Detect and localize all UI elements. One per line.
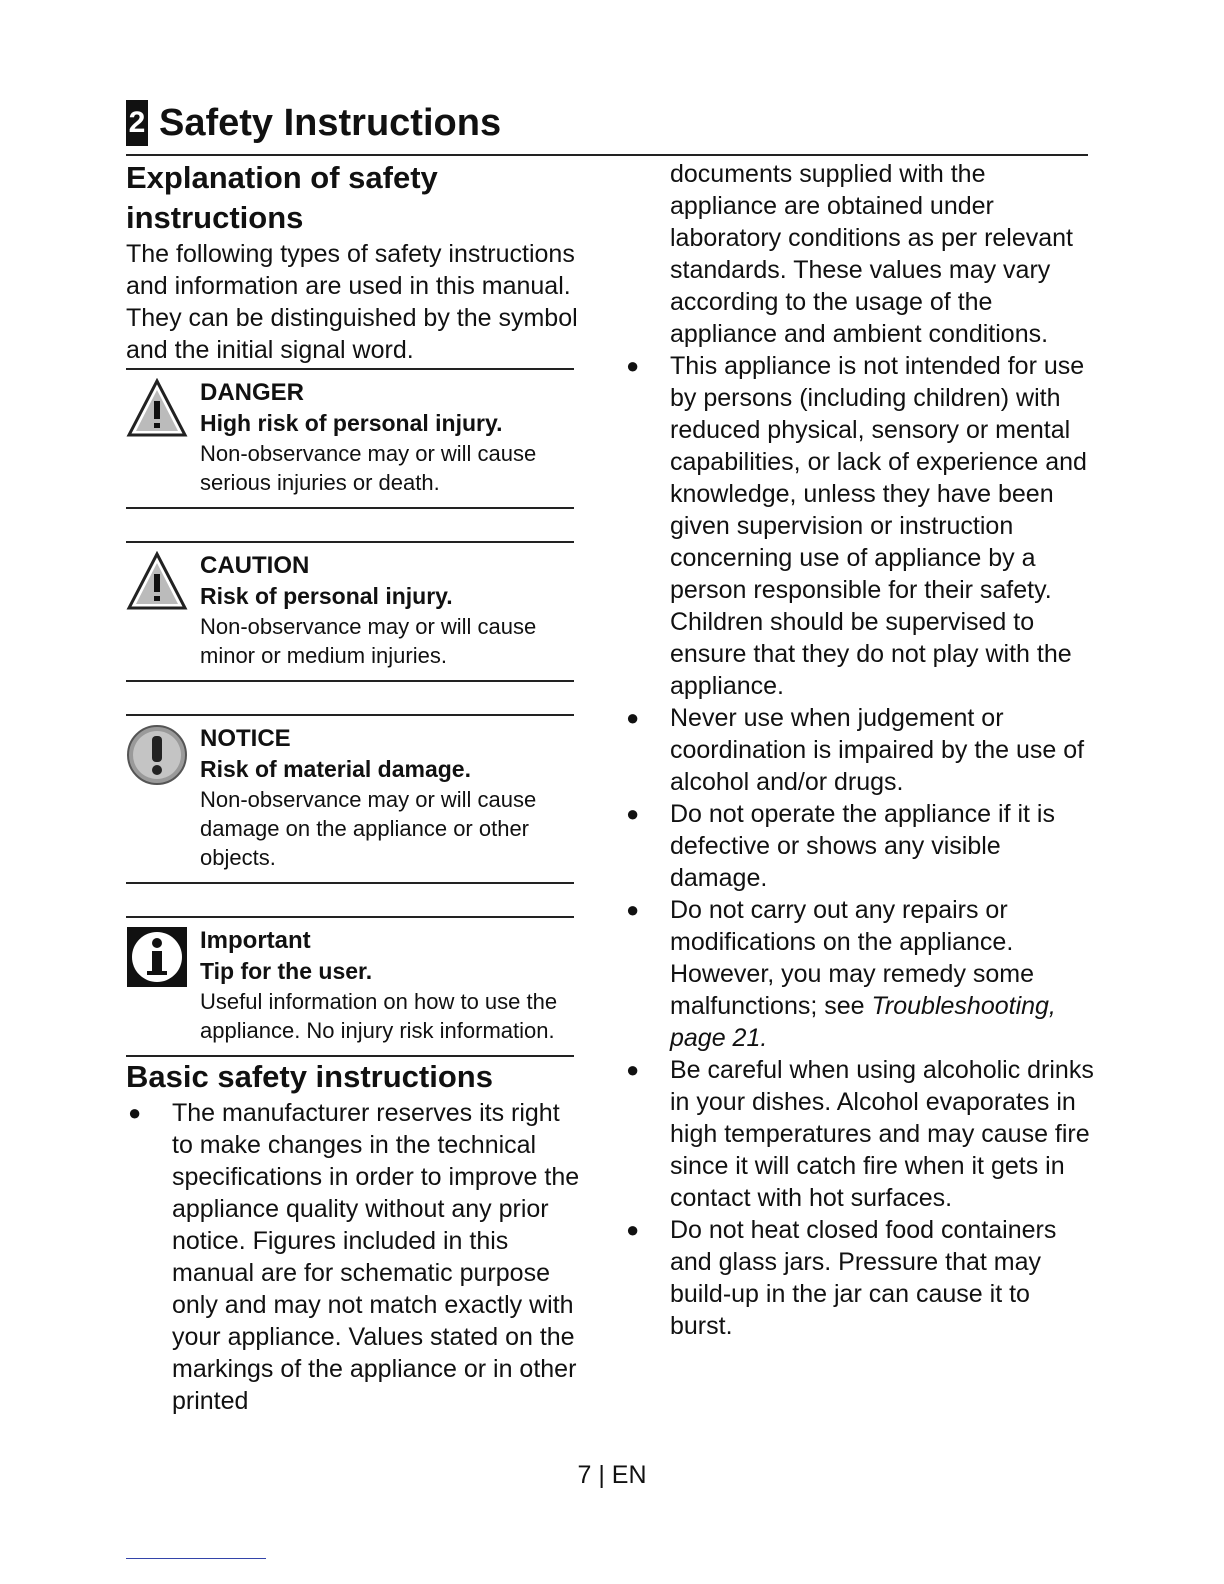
explanation-intro: The following types of safety instructions and information are used in this manual. They can be distinguished by the symbol and the initial signal word.: [126, 240, 578, 364]
bullet-dot: ●: [626, 1217, 640, 1242]
notice-text: Non-observance may or will cause damage on the appliance or other objects.: [200, 787, 537, 870]
explanation-title: Explanation of safety instructions: [126, 160, 438, 235]
info-icon: [126, 926, 188, 988]
warning-triangle-icon: [126, 551, 188, 613]
list-item: [624, 702, 1094, 798]
bullet-dot: ●: [626, 353, 640, 378]
notice-box: [126, 714, 574, 884]
list-item: [624, 798, 1094, 894]
caution-word: CAUTION: [200, 552, 310, 579]
bullet-text: Do not heat closed food containers and glass jars. Pressure that may build-up in the jar can cause it to burst.: [670, 1216, 1057, 1340]
left-column: [126, 158, 586, 1417]
list-item: [624, 350, 1094, 702]
bullet-text: Never use when judgement or coordination is impaired by the use of alcohol and/or drugs.: [670, 704, 1085, 796]
exclamation-circle-icon: [126, 724, 188, 786]
bullet-text: The manufacturer reserves its right to make changes in the technical specifications in order to improve the appliance quality without any prior notice. Figures included in this manual are for schematic purpose only and may not match exactly with your appliance. Values stated on the markings of the appliance or in other printed: [172, 1099, 580, 1415]
troubleshooting-reference: Troubleshooting, page 21: [670, 992, 1056, 1052]
list-item: [624, 894, 1094, 1054]
important-text: Useful information on how to use the appliance. No injury risk information.: [200, 989, 558, 1043]
notice-word: NOTICE: [200, 725, 291, 752]
list-item: [624, 1054, 1094, 1214]
danger-subtitle: High risk of personal injury.: [200, 410, 503, 436]
chapter-number: 2: [126, 100, 148, 146]
bullet-note: Children should be supervised to ensure that they do not play with the appliance.: [670, 608, 1072, 700]
right-column: [624, 158, 1094, 1342]
bullet-text: Do not carry out any repairs or modifications on the appliance. However, you may remedy some malfunctions; see: [670, 896, 1035, 1020]
list-item: [624, 1214, 1094, 1342]
bullet-dot: ●: [626, 1057, 640, 1082]
warning-triangle-icon: [126, 378, 188, 440]
bullet-dot: ●: [626, 705, 640, 730]
basic-bullet-list: [126, 1097, 586, 1417]
footer-divider: [126, 1558, 266, 1559]
basic-title: Basic safety instructions: [126, 1059, 493, 1094]
caution-text: Non-observance may or will cause minor or medium injuries.: [200, 614, 537, 668]
danger-box: [126, 368, 574, 509]
danger-text: Non-observance may or will cause serious injuries or death.: [200, 441, 537, 495]
bullet-continued-text: documents supplied with the appliance are obtained under laboratory conditions as per relevant standards. These values may vary according to the usage of the appliance and ambient conditions.: [670, 160, 1074, 348]
notice-subtitle: Risk of material damage.: [200, 756, 471, 782]
chapter-title: Safety Instructions: [159, 102, 502, 144]
caution-box: [126, 541, 574, 682]
bullet-text: Do not operate the appliance if it is defective or shows any visible damage.: [670, 800, 1055, 892]
list-item: [126, 1097, 586, 1417]
important-box: [126, 916, 574, 1057]
bullet-dot: ●: [626, 801, 640, 826]
caution-subtitle: Risk of personal injury.: [200, 583, 453, 609]
bullet-text: This appliance is not intended for use by persons (including children) with reduced physical, sensory or mental capabilities, or lack of experience and knowledge, unless they have been given supervision or instruction concerning use of appliance by a person responsible for their safety.: [670, 352, 1087, 604]
chapter-header: [126, 100, 1088, 156]
important-word: Important: [200, 927, 311, 954]
important-subtitle: Tip for the user.: [200, 958, 373, 984]
bullet-text: Be careful when using alcoholic drinks in your dishes. Alcohol evaporates in high temperatures and may cause fire since it will catch fire when it gets in contact with hot surfaces.: [670, 1056, 1094, 1212]
page-number: 7 | EN: [577, 1461, 647, 1489]
bullet-dot: ●: [626, 897, 640, 922]
reference-period: .: [760, 1024, 768, 1052]
danger-word: DANGER: [200, 379, 305, 406]
bullet-dot: ●: [128, 1100, 142, 1125]
right-bullet-list: [624, 350, 1094, 1342]
